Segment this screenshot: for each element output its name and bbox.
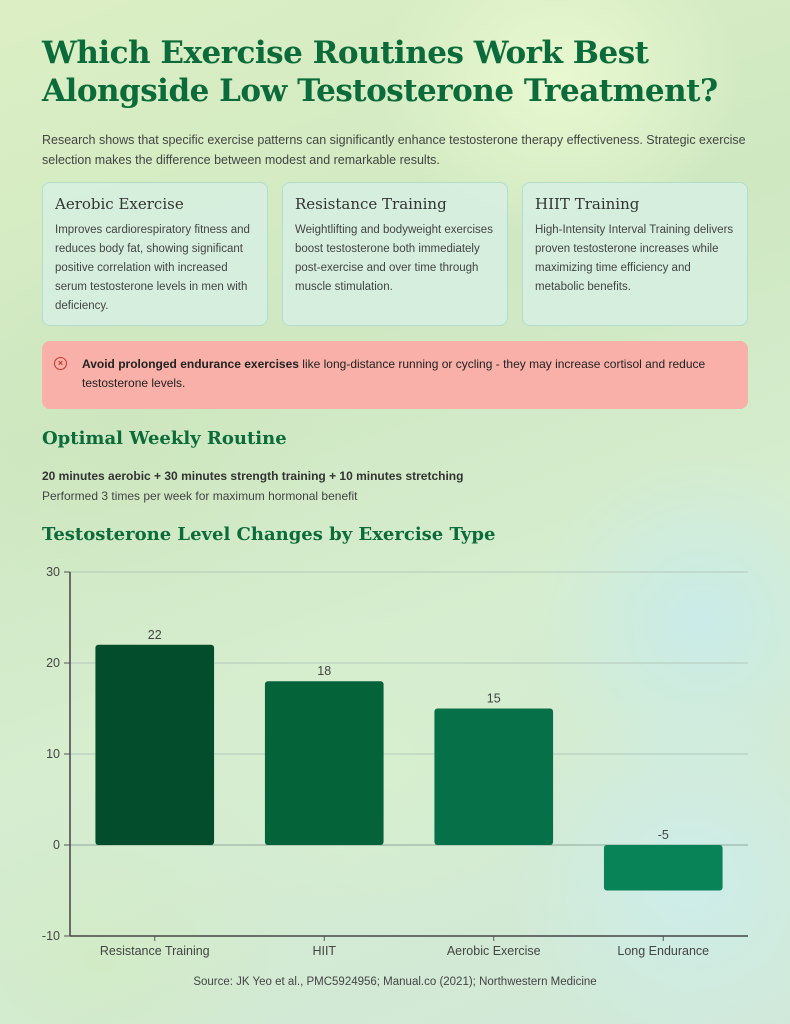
card-title: HIIT Training xyxy=(535,195,640,213)
x-circle-icon: × xyxy=(54,357,67,370)
card-text: Weightlifting and bodyweight exercises boost testosterone both immediately post-exercise and over time through muscle stimulation. xyxy=(295,224,493,293)
x-tick-label: Resistance Training xyxy=(99,944,210,958)
source-text: Source: JK Yeo et al., PMC5924956; Manual.co (2021); Northwestern Medicine xyxy=(193,976,597,988)
data-label: 15 xyxy=(486,691,501,706)
card-title: Aerobic Exercise xyxy=(55,195,184,213)
card-resistance xyxy=(282,182,508,326)
bar xyxy=(265,681,384,845)
intro-text: Research shows that specific exercise patterns can significantly enhance testosterone therapy effectiveness. Strategic exercise selection makes the difference between modest and remarkable results. xyxy=(42,133,746,167)
card-aerobic xyxy=(42,182,268,326)
x-tick-label: HIIT xyxy=(312,944,337,958)
y-tick-label: 10 xyxy=(46,747,60,761)
bar xyxy=(434,709,553,846)
card-title: Resistance Training xyxy=(295,195,447,213)
card-text: High-Intensity Interval Training delivers proven testosterone increases while maximizing time efficiency and metabolic benefits. xyxy=(535,224,734,293)
warning-banner xyxy=(42,341,748,409)
chart-heading: Testosterone Level Changes by Exercise Type xyxy=(42,524,496,545)
warning-text: like long-distance running or cycling - they may increase cortisol and reduce testosterone levels. xyxy=(82,357,706,390)
page-title: Which Exercise Routines Work Best Alongside Low Testosterone Treatment? xyxy=(42,35,718,109)
data-label: 22 xyxy=(147,627,162,642)
y-tick-label: 30 xyxy=(46,565,60,579)
card-text: Improves cardiorespiratory fitness and reduces body fat, showing significant positive correlation with increased serum testosterone levels in men with deficiency. xyxy=(55,224,250,312)
routine-frequency: Performed 3 times per week for maximum hormonal benefit xyxy=(42,489,358,503)
bar xyxy=(95,645,214,845)
warning-bold: Avoid prolonged endurance exercises xyxy=(82,357,299,371)
data-label: -5 xyxy=(657,828,669,842)
routine-plan: 20 minutes aerobic + 30 minutes strength training + 10 minutes stretching xyxy=(42,469,464,483)
y-tick-label: 0 xyxy=(53,838,60,852)
bar xyxy=(604,845,723,891)
x-tick-label: Long Endurance xyxy=(617,944,710,958)
x-tick-label: Aerobic Exercise xyxy=(446,944,541,958)
y-tick-label: -10 xyxy=(41,929,60,943)
card-hiit xyxy=(522,182,748,326)
y-tick-label: 20 xyxy=(46,656,60,670)
data-label: 18 xyxy=(317,664,332,679)
routine-heading: Optimal Weekly Routine xyxy=(42,428,287,449)
bar-chart xyxy=(0,560,790,960)
